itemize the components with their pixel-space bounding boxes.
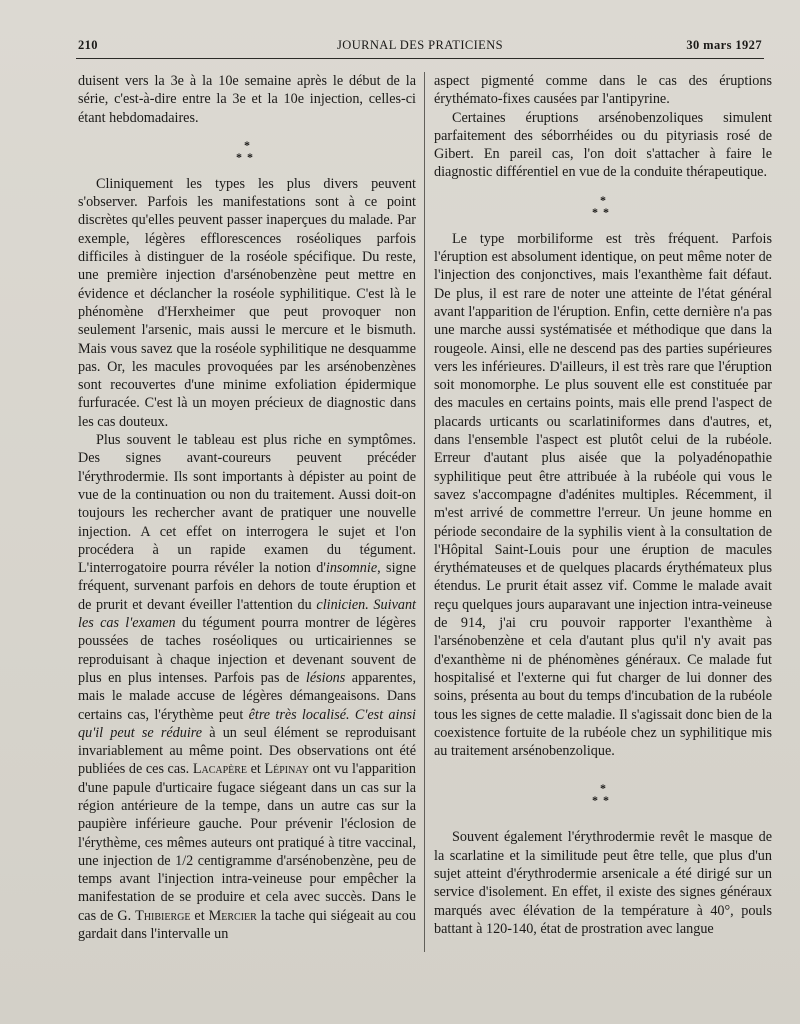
paragraph: Souvent également l'érythrodermie revêt le masque de la scarlatine et la similitude peut être telle, que plus d'un sujet atteint d'érythrodermie arsenicale a été dirigé sur un service d'isolement. En effet, il existe des signes généraux marqués avec élévation de la température à 40°, pouls battant à 120-140, état de prostration avec langue bbox=[434, 829, 772, 937]
section-separator: * ** bbox=[236, 137, 258, 164]
author-name: Lacapère bbox=[192, 761, 248, 778]
emphasis: être très localisé. C'est ainsi qu'il peut se réduire bbox=[78, 706, 416, 741]
paragraph: Le type morbiliforme est très fréquent. Parfois l'éruption est absolument identique, on peut même noter de l'injection des conjonctives, mais l'exanthème fait défaut. De plus, il est rare de noter une atteinte de l'état général avant l'apparition de l'éruption. Enfin, cette dernière n'a pas une marche aussi systématisée et méthodique que dans la rougeole. Ainsi, elle ne descend pas des parties supérieures vers les inférieures. D'ailleurs, il est très rare que l'éruption soit monomorphe. Le plus souvent elle est constituée par des macules en certains points, mais elle prend l'aspect de placards urticants ou scarlatiniformes dans d'autres, et, dans l'ensemble l'aspect est plutôt celui de la rubéole. Erreur d'autant plus aisée que la polyadénopathie syphilitique peut être attribuée à la rubéole qui vous le savez s'accompagne d'adénites multiples. Récemment, il m'est arrivé de commettre l'erreur. Un jeune homme en période secondaire de la syphilis vient à la consultation de l'Hôpital Saint-Louis pour une éruption de macules érythémateuses et de quelques placards érythémateux plus étendus. Le prurit était assez vif. Comme le malade avait reçu quelques jours auparavant une injection intra-veineuse de 914, j'ai cru pouvoir rapporter l'exanthème à l'arsénobenzène et cela d'autant plus qu'il n'y avait pas d'exanthème ni de phénomènes généraux. Ce malade fut hospitalisé et l'externe qui fut charger de lui donner des soins, présenta au bout du temps d'incubation de la rubéole tous les signes de cette maladie. Il s'agissait donc bien de la coexistence fortuite de la rubéole chez un syphilitique mis au traitement arsénobenzolique. bbox=[434, 230, 772, 760]
left-column bbox=[78, 72, 416, 943]
paragraph: Cliniquement les types les plus divers peuvent s'observer. Parfois les manifestations sont à ce point discrètes qu'elles peuvent passer inaperçues du malade. Par exemple, légères efflorescences roséoliques parfois difficiles à distinguer de la roséole spécifique. Du reste, une première injection d'arsénobenzène peut mettre en évidence et déclancher la roséole syphilitique. C'est là le phénomène d'Herxheimer que peut provoquer non seulement l'arsenic, mais aussi le mercure et le bismuth. Mais vous savez que la roséole syphilitique ne desquamme pas. Or, les macules provoquées par les arsénobenzènes sont recouvertes d'une minime exfoliation épidermique furfuracée. C'est là un moyen précieux de diagnostic dans les cas douteux. bbox=[78, 175, 416, 430]
emphasis: lésions bbox=[305, 669, 346, 686]
section-separator: * ** bbox=[592, 781, 614, 808]
author-name: Mercier bbox=[208, 907, 257, 924]
paragraph: Certaines éruptions arsénobenzoliques simulent parfaitement des séborrhéides ou du pityriasis rosé de Gibert. En pareil cas, l'on doit s'attacher à faire le diagnostic différentiel en vue de la conduite thérapeutique. bbox=[434, 109, 772, 181]
right-column bbox=[434, 72, 772, 938]
journal-title: JOURNAL DES PRATICIENS bbox=[337, 38, 503, 52]
column-divider bbox=[424, 72, 425, 952]
emphasis: insomnie bbox=[325, 560, 378, 577]
page-number: 210 bbox=[78, 38, 98, 52]
running-header bbox=[76, 36, 764, 59]
paragraph: aspect pigmenté comme dans le cas des éruptions érythémato-fixes causées par l'antipyrine. bbox=[434, 73, 772, 108]
author-name: Lépinay bbox=[264, 761, 309, 778]
emphasis: clinicien. Suivant les cas l'examen bbox=[78, 596, 416, 632]
paragraph: Plus souvent le tableau est plus riche en symptômes. Des signes avant-coureurs peuvent précéder l'érythrodermie. Ils sont importants à dépister au point de vue de la continuation ou non du traitement. Aussi doit-on toujours les rechercher avant de pratiquer une nouvelle injection. A cet effet on interrogera le sujet et l'on procédera à un rapide examen du tégument. L'interrogatoire pourra révéler la notion d'insomnie, signe fréquent, survenant parfois en dehors de toute éruption et de prurit et devant éveiller l'attention du clinicien. Suivant les cas l'examen du tégument pourra montrer de légères poussées de taches roséoliques ou urticairiennes se reproduisant à chaque injection et devenant souvent de plus en plus intenses. Parfois pas de lésions apparentes, mais le malade accuse de légères démangeaisons. Dans certains cas, l'érythème peut être très localisé. C'est ainsi qu'il peut se réduire à un seul élément se reproduisant invariablement au même point. Des observations ont été publiées de ces cas. Lacapère et Lépinay ont vu l'apparition d'une papule d'urticaire fugace siégeant dans un cas sur la région antérieure de la tempe, dans un autre cas sur la paupière inférieure gauche. Pour prévenir l'éclosion de l'érythème, ces mêmes auteurs ont pratiqué à titre vaccinal, une injection de 1/2 centigramme d'arsénobenzène, peu de temps avant l'injection intra-veineuse pour empêcher la manifestation de se produire et cela avec succès. Dans le cas de G. Thibierge et Mercier la tache qui siégeait au cou gardait dans l'intervalle un bbox=[78, 432, 417, 943]
author-name: Thibierge bbox=[135, 907, 191, 924]
paragraph: duisent vers la 3e à la 10e semaine après le début de la série, c'est-à-dire entre la 3e et la 10e injection, celles-ci étant hebdomadaires. bbox=[78, 73, 416, 126]
section-separator: * ** bbox=[592, 192, 614, 219]
issue-date: 30 mars 1927 bbox=[686, 38, 762, 52]
